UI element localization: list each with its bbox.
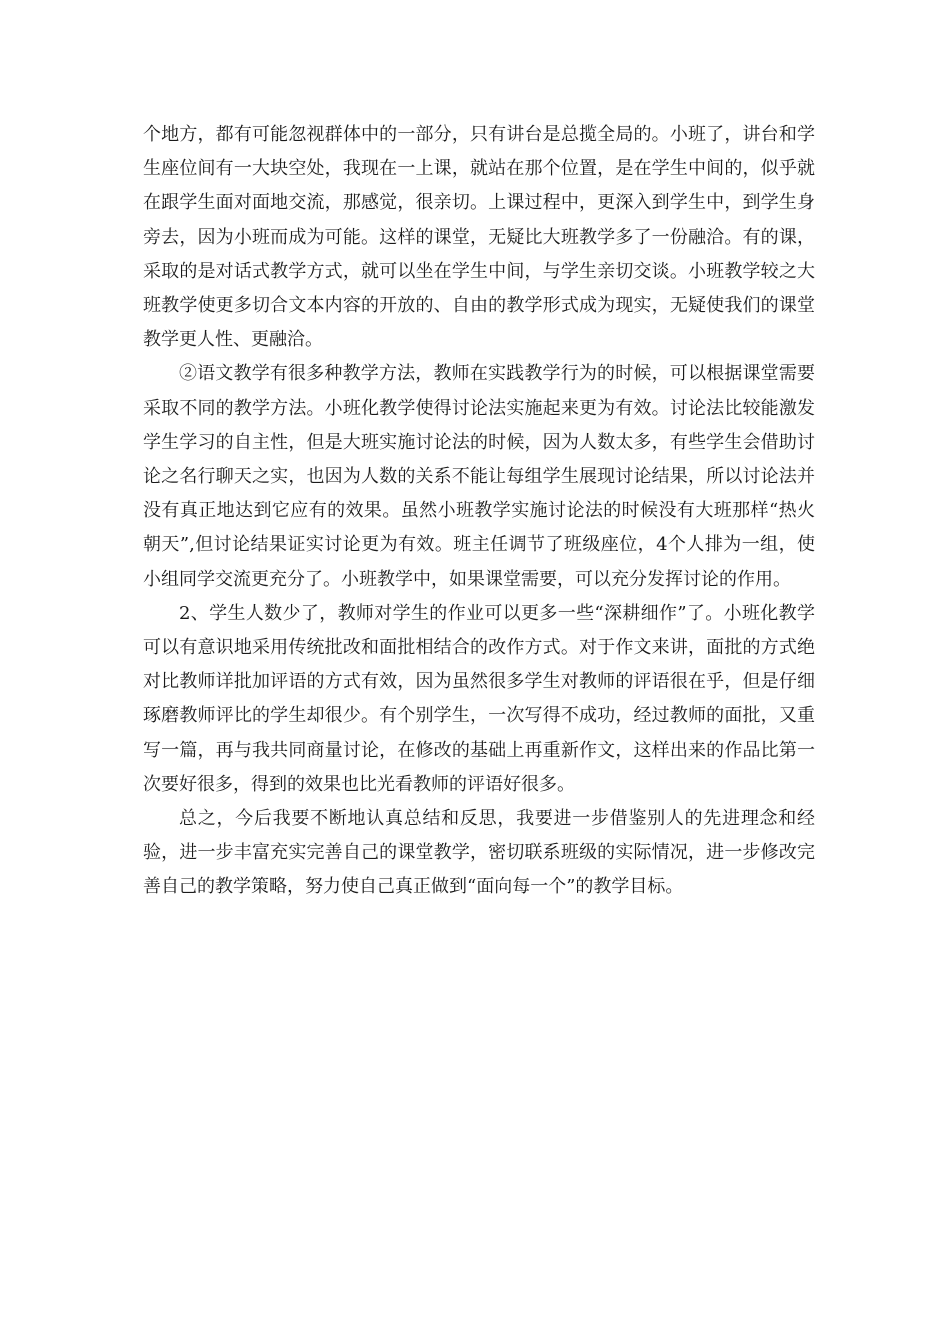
paragraph-2: ②语文教学有很多种教学方法，教师在实践教学行为的时候，可以根据课堂需要采取不同的教学方法。小班化教学使得讨论法实施起来更为有效。讨论法比较能激发学生学习的自主性，但是大班实施讨论法的时候，因为人数太多，有些学生会借助讨论之名行聊天之实，也因为人数的关系不能让每组学生展现讨论结果，所以讨论法并没有真正地达到它应有的效果。虽然小班教学实施讨论法的时候没有大班那样“热火朝天”,但讨论结果证实讨论更为有效。班主任调节了班级座位，4个人排为一组，使小组同学交流更充分了。小班教学中，如果课堂需要，可以充分发挥讨论的作用。 [143, 363, 815, 590]
paragraph-4: 总之，今后我要不断地认真总结和反思，我要进一步借鉴别人的先进理念和经验，进一步丰富充实完善自己的课堂教学，密切联系班级的实际情况，进一步修改完善自己的教学策略，努力使自己真正做到“面向每一个”的教学目标。 [143, 808, 815, 898]
document-body [143, 118, 815, 905]
paragraph-3: 2、学生人数少了，教师对学生的作业可以更多一些“深耕细作”了。小班化教学可以有意识地采用传统批改和面批相结合的改作方式。对于作文来讲，面批的方式绝对比教师详批加评语的方式有效，因为虽然很多学生对教师的评语很在乎，但是仔细琢磨教师评比的学生却很少。有个别学生，一次写得不成功，经过教师的面批，又重写一篇，再与我共同商量讨论，在修改的基础上再重新作文，这样出来的作品比第一次要好很多，得到的效果也比光看教师的评语好很多。 [143, 602, 815, 795]
paragraph-1: 个地方，都有可能忽视群体中的一部分，只有讲台是总揽全局的。小班了，讲台和学生座位间有一大块空处，我现在一上课，就站在那个位置，是在学生中间的，似乎就在跟学生面对面地交流，那感觉，很亲切。上课过程中，更深入到学生中，到学生身旁去，因为小班而成为可能。这样的课堂，无疑比大班教学多了一份融洽。有的课，采取的是对话式教学方式，就可以坐在学生中间，与学生亲切交谈。小班教学较之大班教学使更多切合文本内容的开放的、自由的教学形式成为现实，无疑使我们的课堂教学更人性、更融洽。 [143, 124, 815, 351]
